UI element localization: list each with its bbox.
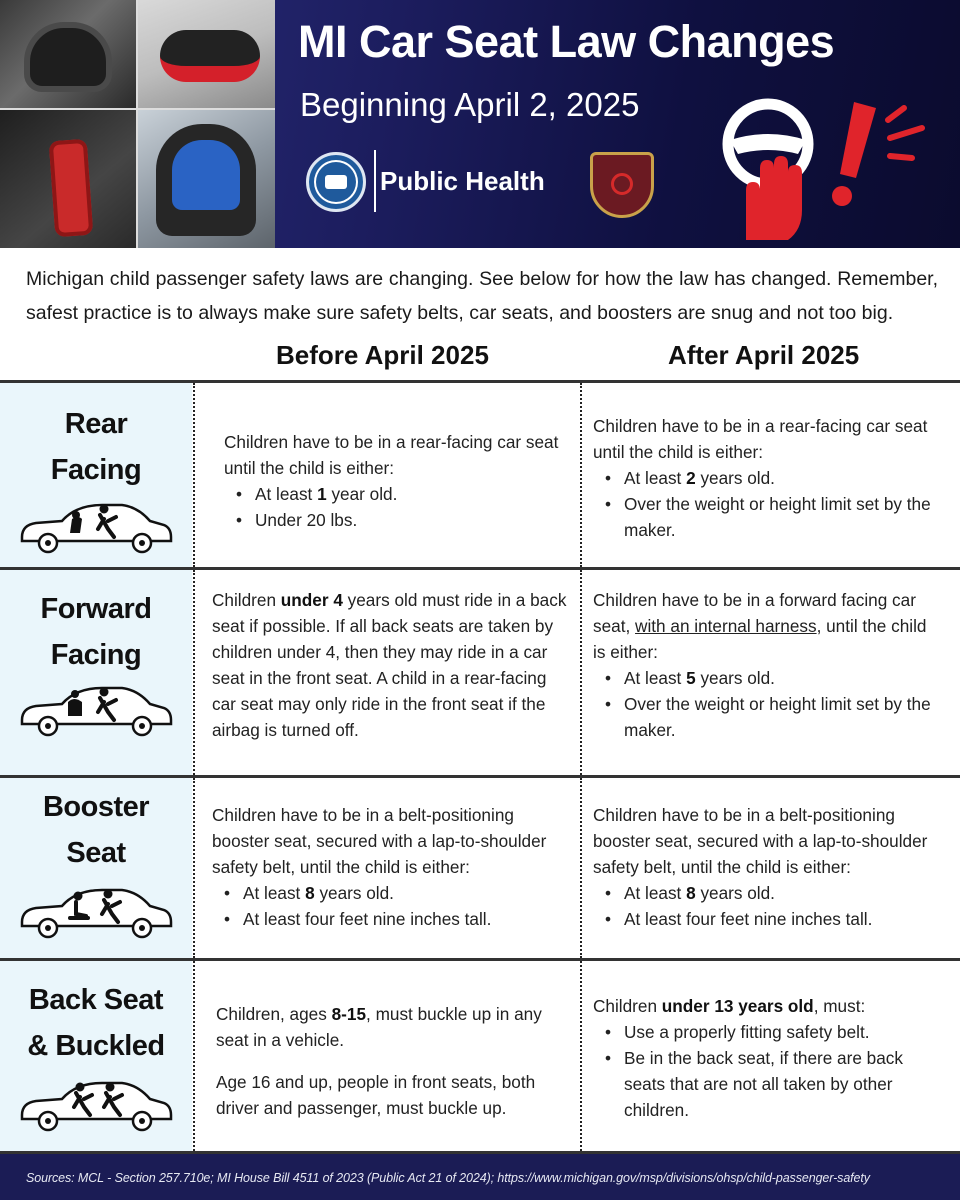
page-title: MI Car Seat Law Changes [298, 16, 835, 67]
column-divider [193, 961, 195, 1151]
sources-citation: Sources: MCL - Section 257.710e; MI House Bill 4511 of 2023 (Public Act 21 of 2024); https://www.michigan.gov/msp/divisions/ohsp/child-passenger-safety [26, 1171, 870, 1185]
public-health-label: Public Health [380, 166, 545, 196]
page-subtitle: Beginning April 2, 2025 [300, 86, 640, 123]
after-cell-booster-seat: Children have to be in a belt-positioning booster seat, secured with a lap-to-shoulder safety belt, until the child is either: • At least 8 years old. • At least four feet nine inches tall. [593, 802, 953, 932]
column-header-before: Before April 2025 [276, 340, 489, 370]
category-label: Booster Seat [42, 791, 150, 869]
column-divider [580, 383, 582, 567]
column-divider [580, 570, 582, 775]
before-cell-back-seat: Children, ages 8-15, must buckle up in any seat in a vehicle. Age 16 and up, people in front seats, both driver and passenger, must buckle up. [216, 1004, 542, 1118]
before-cell-booster-seat: Children have to be in a belt-positioning booster seat, secured with a lap-to-shoulder safety belt, until the child is either: • At least 8 years old. • At least four feet nine inches tall. [212, 802, 572, 932]
category-label: Rear Facing [50, 408, 142, 486]
law-comparison-table [0, 380, 960, 1154]
footer [0, 1154, 960, 1200]
car-forward-facing-seat-icon [18, 680, 174, 738]
column-divider [580, 778, 582, 958]
steering-wheel-icon [716, 98, 826, 240]
logo-divider [374, 150, 376, 212]
before-cell-forward-facing: Children under 4 years old must ride in a back seat if possible. If all back seats are taken by children under 4, then they may ride in a car seat in the front seat. A child in a rear-facing car seat may only ride in the front seat if the airbag is turned off. [212, 590, 567, 740]
emergency-preparedness-seal-icon [590, 152, 654, 218]
after-cell-rear-facing: Children have to be in a rear-facing car seat until the child is either: • At least 2 years old. • Over the weight or height limit set by the maker. [593, 413, 933, 543]
car-rear-facing-seat-icon [18, 497, 174, 555]
intro-paragraph: Michigan child passenger safety laws are changing. See below for how the law has changed. Remember, safest practice is to always make sure safety belts, car seats, and boosters are snug and not too big. [26, 268, 938, 324]
category-cell [0, 570, 192, 775]
alert-icon [826, 98, 946, 218]
after-cell-back-seat: Children under 13 years old, must: • Use a properly fitting safety belt. • Be in the back seat, if there are back seats that are not all taken by other children. [593, 993, 933, 1123]
table-row [0, 958, 960, 1154]
before-cell-rear-facing: Children have to be in a rear-facing car seat until the child is either: • At least 1 year old. • Under 20 lbs. [224, 429, 564, 533]
column-header-after: After April 2025 [668, 340, 860, 370]
car-seat-photo [0, 0, 136, 108]
category-cell [0, 961, 192, 1151]
column-divider [193, 778, 195, 958]
column-divider [193, 570, 195, 775]
convertible-seat-photo [138, 110, 275, 248]
after-cell-forward-facing: Children have to be in a forward facing car seat, with an internal harness, until the child is either: • At least 5 years old. • Over the weight or height limit set by the maker. [593, 587, 943, 743]
booster-seat-photo [138, 0, 275, 108]
photo-collage [0, 0, 275, 248]
table-row [0, 775, 960, 958]
hand-icon [746, 156, 802, 240]
car-booster-seat-icon [18, 882, 174, 940]
header-banner [0, 0, 960, 248]
table-row [0, 380, 960, 567]
table-row [0, 567, 960, 775]
column-divider [193, 383, 195, 567]
buckle-photo [0, 110, 136, 248]
category-cell [0, 383, 192, 567]
car-back-seat-icon [18, 1075, 174, 1133]
wayne-county-seal-icon [306, 152, 366, 212]
category-label: Back Seat & Buckled [27, 984, 165, 1062]
column-divider [580, 961, 582, 1151]
category-label: Forward Facing [40, 593, 152, 671]
category-cell [0, 778, 192, 958]
